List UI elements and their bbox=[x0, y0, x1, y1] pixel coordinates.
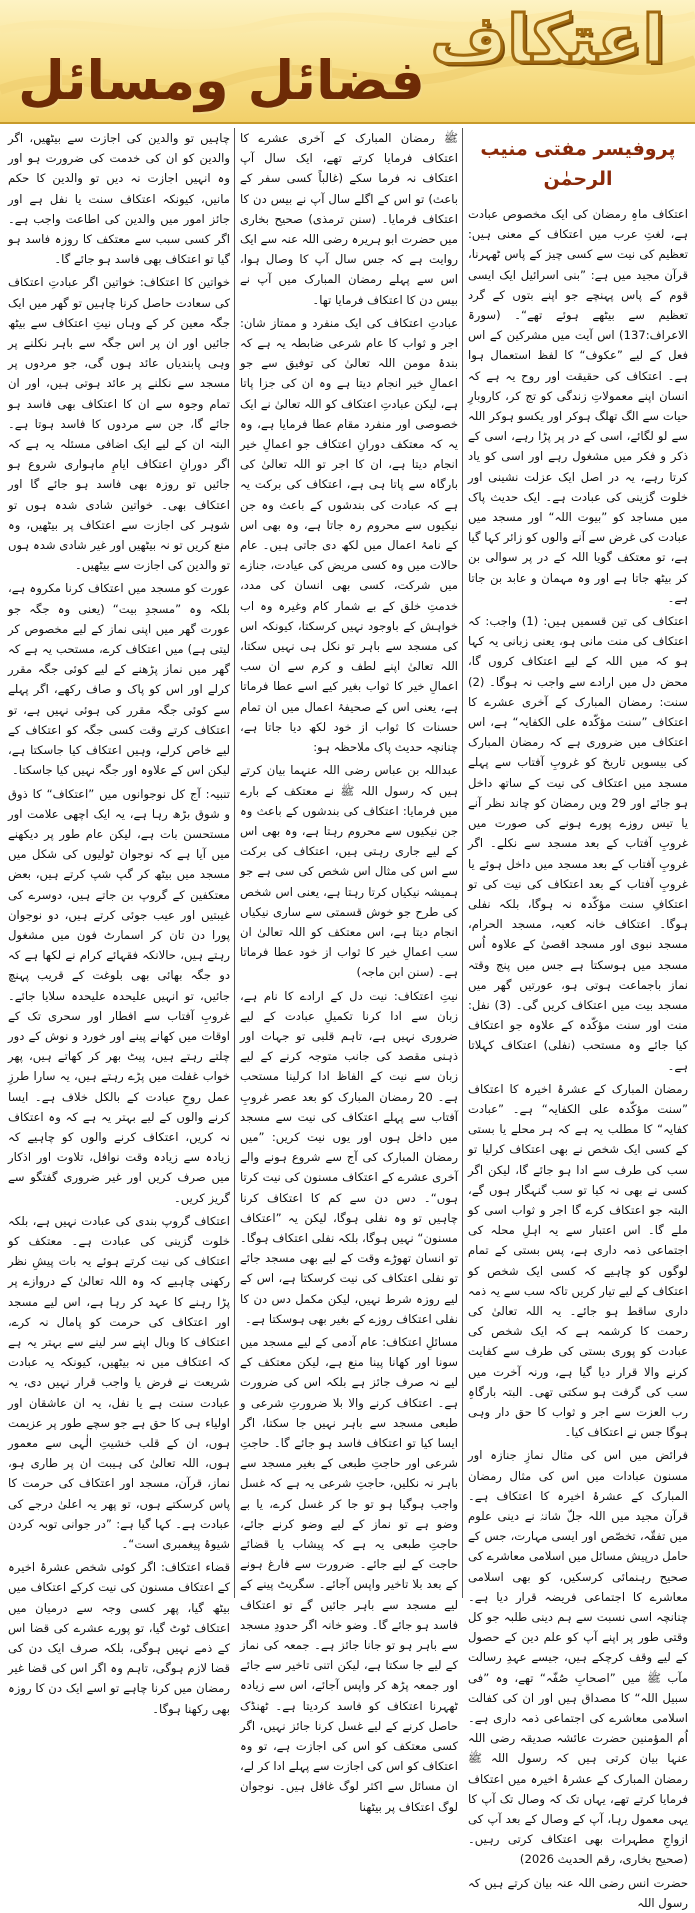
paragraph: فرائض میں اس کی مثال نمازِ جنازہ اور مسنون عبادات میں اس کی مثال رمضان المبارک کے عشرۂ اخیرہ کا اعتکاف ہے۔ قرآن مجید میں اللہ جلّ شانہٗ نے دینی علوم میں تفقّہ، تخصّص اور ایسی مہارت، جس کے حامل درپیش مسائل میں اسلامی معاشرے کی صحیح رہنمائی کرسکیں، کو بھی اسلامی معاشرے کا اجتماعی فریضہ قرار دیا ہے۔ چنانچہ اسی نسبت سے ہم دینی طلبہ جو کل وقتی طور پر اپنے آپ کو علم دین کے حصول کے لیے وقف کرچکے ہیں، جیسے عہدِ رسالت مآب ﷺ میں ”اصحابِ صُفّہ“ تھے، وہ ”فی سبیل اللہ“ کا مصداق ہیں اور ان کی کفالت اسلامی معاشرے کی اجتماعی ذمہ داری ہے۔ اُم المؤمنین حضرت عائشہ صدیقہ رضی اللہ عنہا بیان کرتی ہیں کہ رسول اللہ ﷺ رمضان المبارک کے عشرۂ اخیرہ میں اعتکاف فرمایا کرتے تھے، یہاں تک کہ وصال تک آپ کا یہی معمول رہا، آپ کے وصال کے بعد آپ کی ازواجِ مطہرات بھی اعتکاف کرتی رہیں۔ (صحیح بخاری، رقم الحدیث 2026) bbox=[468, 1448, 688, 1867]
article-column-3 bbox=[8, 128, 230, 1716]
paragraph: حضرت انس رضی اللہ عنہ بیان کرتے ہیں کہ رسول اللہ bbox=[468, 1875, 688, 1910]
paragraph: چاہیں تو والدین کی اجازت سے بیٹھیں، اگر والدین کو ان کی خدمت کی ضرورت ہو اور وہ انہیں اجازت نہ دیں تو والدین کا حکم مانیں، کیونکہ اعتکاف سنت یا نفل ہے اور جائز امور میں والدین کی اطاعت واجب ہے۔ اگر کسی سبب سے معتکف کا روزہ فاسد ہو گیا تو اعتکاف بھی فاسد ہو جائے گا۔ bbox=[8, 131, 230, 267]
banner-subtitle: فضائل ومسائل bbox=[18, 49, 425, 112]
banner-title: اعتکاف bbox=[430, 1, 665, 78]
paragraph: اعتکاف ماہِ رمضان کی ایک مخصوص عبادت ہے، لغتِ عرب میں اعتکاف کے معنی ہیں: تعظیم کی نیت سے کسی چیز کے پاس ٹھہرنا، قرآن مجید میں ہے: ”بنی اسرائیل ایک ایسی قوم کے پاس پہنچے جو اپنے بتوں کے گرد تعظیم سے بیٹھے ہوئے تھے“۔ (سورۃ الاعراف:137) اس آیت میں مشرکین کے اس فعل کے لیے ”عکوف“ کا لفظ استعمال ہوا ہے۔ اعتکاف کی حقیقت اور روح یہ ہے کہ انسان اپنے معمولاتِ زندگی کو تج کر، کاروبارِ حیات سے الگ تھلگ ہوکر اور یکسو ہوکر اللہ سے لو لگائے، اسی کے در پر پڑا رہے، اسی کے ذکر و فکر میں مشغول رہے اور اسی کو یاد کرتا رہے، یہ در اصل ایک عزلت نشینی اور خلوت گزینی کی عبادت ہے۔ ایک حدیث پاک میں مساجد کو ”بیوت اللہ“ اور مسجد میں عبادت کی غرض سے آنے والوں کو زائر کہا گیا ہے، تو معتکف گویا اللہ کے در پر سوالی بن کر بیٹھ جاتا ہے اور وہ مہمان و عابد بن جاتا ہے۔ bbox=[468, 207, 688, 605]
header-banner bbox=[0, 0, 695, 124]
paragraph: رمضان المبارک کے عشرۂ اخیرہ کا اعتکاف ”سنت مؤکّدہ علی الکفایہ“ ہے۔ ”عبادت کفایہ“ کا مطلب یہ ہے کہ ہر محلے یا بستی کے کسی ایک شخص نے بھی اعتکاف کرلیا تو سب کی طرف سے ادا ہو جائے گا، لیکن اگر کسی نے بھی نہ کیا تو سب گنہگار ہوں گے، البتہ جو اعتکاف کرے گا اجر و ثواب اسی کو ملے گا۔ اس اعتبار سے یہ اہلِ محلہ کی اجتماعی ذمہ داری ہے، پس بستی کے تمام لوگوں کو چاہیے کہ کسی ایک شخص کو اعتکاف کے لیے تیار کریں تاکہ سب سے یہ ذمہ داری ساقط ہو جائے۔ یہ اللہ تعالیٰ کی رحمت کا کرشمہ ہے کہ ایک شخص کی عبادت کو پوری بستی کی طرف سے کفایت کرنے والا قرار دیا گیا ہے، ورنہ آخرت میں سب کی گرفت ہو سکتی تھی۔ البتہ بارگاہِ رب العزت سے اجر و ثواب کا حق دار وہی ہوگا جس نے اعتکاف کیا۔ bbox=[468, 1081, 688, 1440]
paragraph: قضاء اعتکاف: اگر کوئی شخص عشرۂ اخیرہ کے اعتکاف مسنون کی نیت کرکے اعتکاف میں بیٹھ گیا، پھر کسی وجہ سے درمیان میں اعتکاف ٹوٹ گیا، تو پورے عشرے کی قضا اس کے ذمے نہیں ہوگی، بلکہ صرف ایک دن کی قضا لازم ہوگی، تاہم وہ اگر اس کی قضا غیر رمضان میں کرنا چاہے تو اسے ایک دن کا روزہ بھی رکھنا ہوگا۔ bbox=[8, 1560, 230, 1716]
paragraph: مسائلِ اعتکاف: عام آدمی کے لیے مسجد میں سونا اور کھانا پینا منع ہے، لیکن معتکف کے لیے نہ صرف جائز ہے بلکہ اس کی ضرورت ہے۔ اعتکاف کرنے والا بلا ضرورتِ شرعی و طبعی مسجد سے باہر نہیں جا سکتا، اگر ایسا کیا تو اعتکاف فاسد ہو جائے گا۔ حاجتِ شرعی اور حاجتِ طبعی کے بغیر مسجد سے باہر نہ نکلیں، حاجتِ شرعی یہ ہے کہ غسل واجب ہوگیا ہو تو جا کر غسل کرے، یا بے وضو ہے تو نماز کے لیے وضو کرنے جائے، حاجتِ طبعی یہ ہے کہ پیشاب یا قضائے حاجت کے لیے جائے۔ ضرورت سے فارغ ہونے کے بعد بلا تاخیر واپس آجائے۔ سگریٹ پینے کے لیے مسجد سے باہر جائیں گے تو اعتکاف فاسد ہو جائے گا۔ وضو خانہ اگر حدودِ مسجد سے باہر ہو تو جانا جائز ہے۔ جمعہ کی نماز کے لیے جا سکتا ہے، لیکن اتنی تاخیر سے جائے اور جمعہ پڑھ کر واپس آجائے، اس سے زیادہ ٹھہرنا اعتکاف کو فاسد کردیتا ہے۔ ٹھنڈک حاصل کرنے کے لیے غسل کرنا جائز نہیں، اگر کسی معتکف کو اس کی اجازت ہے، تو وہ اعتکاف کو اس کی اجازت سے پہلے ادا کر لے، ان مسائل سے اکثر لوگ غافل ہیں۔ نوجوان لوگ اعتکاف پر بیٹھنا bbox=[239, 1334, 458, 1814]
paragraph: اعتکاف کی تین قسمیں ہیں: (1) واجب: کہ اعتکاف کی منت مانی ہو، یعنی زبانی یہ کہا ہو کہ میں اللہ کے لیے اعتکاف کروں گا، محض دل میں ارادے سے واجب نہ ہوگا۔ (2) سنت: رمضان المبارک کے آخری عشرے کا اعتکاف ”سنت مؤکّدہ علی الکفایہ“ ہے، اس اعتکاف میں ضروری ہے کہ رمضان المبارک کی بیسویں تاریخ کو غروبِ آفتاب سے پہلے مسجد میں اعتکاف کی نیت کے ساتھ داخل ہو جائے اور 29 ویں رمضان کو چاند نظر آنے یا تیس روزے پورے ہونے کی صورت میں غروبِ آفتاب کے بعد مسجد سے نکلے۔ اگر غروبِ آفتاب کے بعد مسجد میں داخل ہوئے یا غروبِ آفتاب کے بعد اعتکاف کی نیت کی تو اعتکافِ سنت مؤکّدہ نہ ہوگا، بلکہ نفلی ہوگا۔ اعتکاف خانہ کعبہ، مسجد الحرام، مسجد نبوی اور مسجد اقصیٰ کے علاوہ اُس مسجد میں ہوسکتا ہے جس میں پنج وقتہ نماز باجماعت ہوتی ہو، عورتیں گھر میں مسجد بیت میں اعتکاف کریں گی۔ (3) نفل: منت اور سنت مؤکّدہ کے علاوہ جو اعتکاف کیا جائے وہ مستحب (نفلی) اعتکاف کہلاتا ہے۔ bbox=[468, 614, 689, 1073]
article-body bbox=[8, 128, 689, 1910]
paragraph: عورت کو مسجد میں اعتکاف کرنا مکروہ ہے، بلکہ وہ ”مسجدِ بیت“ (یعنی وہ جگہ جو عورت گھر میں اپنی نماز کے لیے مخصوص کر لیتی ہے) میں اعتکاف کرے، مستحب یہ ہے کہ گھر میں نماز پڑھنے کے لیے کوئی جگہ مقرر کرلے اور اس کو پاک و صاف رکھے، اگر پہلے سے کوئی جگہ مقرر کی ہوئی نہیں ہے، تو اعتکاف کرتے وقت کسی جگہ کو اعتکاف کے لیے خاص کرلے، وہیں اعتکاف کیا جاسکتا ہے، لیکن اس کے علاوہ اور جگہ نہیں کیا جاسکتا۔ bbox=[8, 581, 230, 778]
article-column-1 bbox=[468, 128, 689, 1910]
author-byline: پروفیسر مفتی منیب الرحمٰن bbox=[480, 138, 676, 190]
paragraph: تنبیہ: آج کل نوجوانوں میں ”اعتکاف“ کا ذوق و شوق بڑھ رہا ہے، یہ ایک اچھی علامت اور مستحسن بات ہے، لیکن عام طور پر دیکھنے میں آیا ہے کہ نوجوان ٹولیوں کی شکل میں مسجد میں بیٹھ کر گپ شپ کرتے ہیں، بعض معتکفین کے گروپ بن جاتے ہیں، دوسرے کی غیبتیں اور عیب جوئی کرتے ہیں، دو نوجوان پورا دن تان کر اسمارٹ فون میں مشغول رہتے ہیں، حالانکہ فقہائے کرام نے لکھا ہے کہ دو جگہ بھائی بھی بلوغت کے قریب پہنچ جائیں، تو انہیں علیحدہ علیحدہ سلایا جائے۔ غروبِ آفتاب سے افطار اور سحری تک کے اوقات میں کھانے پینے اور خورد و نوش کے دور چلتے رہتے ہیں، پیٹ بھر کر کھاتے ہیں، پھر خواب غفلت میں پڑے رہتے ہیں، یہ سارا طرزِ عمل روحِ عبادت کے بالکل خلاف ہے۔ ایسا کرنے والوں کے لیے بہتر یہ ہے کہ وہ اعتکاف نہ کریں، اعتکاف کرنے والوں کو چاہیے کہ زیادہ سے زیادہ وقت نوافل، تلاوت اور اذکار میں صرف کریں اور غیر ضروری گفتگو سے گریز کریں۔ bbox=[8, 786, 230, 1205]
paragraph: نیتِ اعتکاف: نیت دل کے ارادے کا نام ہے، زبان سے ادا کرنا تکمیلِ عبادت کے لیے ضروری نہیں ہے، تاہم قلبی تو جہات اور ذہنی مقصد کی جانب متوجہ کرنے کے لیے زبان سے نیت کے الفاظ ادا کرلینا مستحب ہے۔ 20 رمضان المبارک کو بعد عصر غروبِ آفتاب سے پہلے اعتکاف کی نیت سے مسجد میں داخل ہوں اور یوں نیت کریں: ”میں رمضان المبارک کی آج سے شروع ہونے والے آخری عشرے کے اعتکاف مسنون کی نیت کرتا ہوں“۔ دس دن سے کم کا اعتکاف کرنا چاہیں تو وہ نفلی ہوگا، لیکن یہ ”اعتکاف مسنون“ نہیں ہوگا، بلکہ نفلی اعتکاف ہوگا۔ تو انسان تھوڑے وقت کے لیے بھی مسجد جائے تو نفلی اعتکاف کی نیت کرسکتا ہے، اس کے لیے روزہ شرط نہیں، لیکن مکمل دس دن کا نفلی اعتکاف روزے کے بغیر بھی ہوسکتا ہے۔ bbox=[240, 988, 458, 1326]
paragraph: اعتکاف گروپ بندی کی عبادت نہیں ہے، بلکہ خلوت گزینی کی عبادت ہے۔ معتکف کو اعتکاف کی نیت کرتے ہوئے یہ بات پیشِ نظر رکھنی چاہیے کہ وہ اللہ تعالیٰ کے دروازے پر پڑا رہنے کا عہد کر رہا ہے، اس لیے مسجد اور اعتکاف کی حرمت کو پامال نہ کرے، اعتکاف کا وبال اپنے سر لینے سے بہتر یہ ہے کہ اعتکاف میں نہ بیٹھیں، کیونکہ یہ عبادت شریعت نے فرض یا واجب قرار نہیں دی، یہ عبادت سنت ہے یا نفل، یہ ان عاشقان اور اولیاء ہی کا حق ہے جو سچے طور پر عزیمت ہوں، ان کے قلب خشیتِ الٰہی سے معمور ہوں، اللہ تعالیٰ کی ہیبت ان پر طاری ہو، نماز، قرآن، مسجد اور اعتکاف کی حرمت کا پاس کرسکتے ہوں، تو پھر یہ اعلیٰ درجے کی عبادت ہے۔ کہا گیا ہے: ”در جوانی توبہ کردن شیوۂ پیغمبری است“۔ bbox=[8, 1213, 230, 1552]
column-divider bbox=[462, 128, 463, 1598]
column-divider bbox=[234, 128, 235, 1598]
paragraph: ﷺ رمضان المبارک کے آخری عشرے کا اعتکاف فرمایا کرتے تھے، ایک سال آپ اعتکاف نہ فرما سکے (غالباً کسی سفر کے باعث) تو اس کے اگلے سال آپ نے بیس دن کا اعتکاف فرمایا۔ (سنن ترمذی) صحیح بخاری میں حضرت ابو ہریرہ رضی اللہ عنہ سے ایک روایت ہے کہ جس سال آپ کا وصال ہوا، اس سے پہلے رمضان المبارک میں آپ نے بیس دن کا اعتکاف فرمایا تھا۔ bbox=[240, 131, 458, 307]
paragraph: عبادتِ اعتکاف کی ایک منفرد و ممتاز شان: اجر و ثواب کا عام شرعی ضابطہ یہ ہے کہ بندۂ مومن اللہ تعالیٰ کی توفیق سے جو اعمالِ خیر انجام دیتا ہے وہ ان کی جزا پاتا ہے، لیکن عبادتِ اعتکاف کو اللہ تعالیٰ نے ایک خصوصی اور منفرد مقام عطا فرمایا ہے، وہ یہ کہ معتکف دورانِ اعتکاف جو اعمالِ خیر انجام دیتا ہے، ان کا اجر تو اللہ تعالیٰ کی بارگاہ سے پاتا ہی ہے، اعتکاف کی برکت یہ ہے کہ عبادت کی بندشوں کے باعث وہ جن نیکیوں سے محروم رہ جاتا ہے، وہ بھی اس کے نامۂ اعمال میں لکھ دی جاتی ہیں۔ عام حالات میں وہ کسی مریض کی عیادت، جنازے میں شرکت، کسی بھی انسان کی مدد، خدمتِ خلق کے بے شمار کام وغیرہ وہ اب خواہش کے باوجود نہیں کرسکتا، کیونکہ اس کی مسجد سے باہر تو نکل ہی نہیں سکتا، اللہ تعالیٰ اپنے لطف و کرم سے ان سب اعمالِ خیر کا ثواب بغیر کیے اسے عطا فرماتا ہے، یعنی اس کے صحیفۂ اعمال میں ان تمام حسنات کا ثواب از خود لکھ دیا جاتا ہے، چنانچہ حدیث پاک ملاحظہ ہو: bbox=[240, 315, 458, 755]
paragraph: عبداللہ بن عباس رضی اللہ عنہما بیان کرتے ہیں کہ رسول اللہ ﷺ نے معتکف کے بارے میں فرمایا: اعتکاف کی بندشوں کے باعث وہ جن نیکیوں سے محروم رہتا ہے، وہ بھی اس کے لیے جاری رہتی ہیں، اعتکاف کی برکت سے اس کی مثال اس شخص کی سی ہے جو ہمیشہ نیکیاں کرتا رہتا ہے، یعنی اس شخص کی طرح جو خوش قسمتی سے ساری نیکیاں انجام دیتا ہے، اس معتکف کو اللہ تعالیٰ ان سب اعمالِ خیر کا ثواب از خود عطا فرماتا ہے۔ (سنن ابن ماجہ) bbox=[240, 763, 458, 980]
paragraph: خواتین کا اعتکاف: خواتین اگر عبادتِ اعتکاف کی سعادت حاصل کرنا چاہیں تو گھر میں ایک جگہ معین کر کے وہاں نیتِ اعتکاف سے بیٹھ جائیں اور ان پر اس جگہ سے باہر نکلنے پر وہی پابندیاں عائد ہوں گی، جو مردوں پر مسجد سے نکلنے پر عائد ہوتی ہیں، اور ان تمام وجوہ سے ان کا اعتکاف بھی فاسد ہو جائے گا، جن سے مردوں کا فاسد ہوتا ہے۔ البتہ ان کے لیے ایک اضافی مسئلہ یہ ہے کہ اگر دورانِ اعتکاف ایامِ ماہواری شروع ہو جائیں تو روزہ بھی فاسد ہو جائے گا اور اعتکاف بھی۔ خواتین شادی شدہ ہوں تو شوہر کی اجازت سے اعتکاف پر بیٹھیں، وہ منع کریں تو نہ بیٹھیں اور غیر شادی شدہ ہوں تو والدین کی اجازت سے بیٹھیں۔ bbox=[8, 275, 230, 573]
article-column-2 bbox=[239, 128, 458, 1814]
